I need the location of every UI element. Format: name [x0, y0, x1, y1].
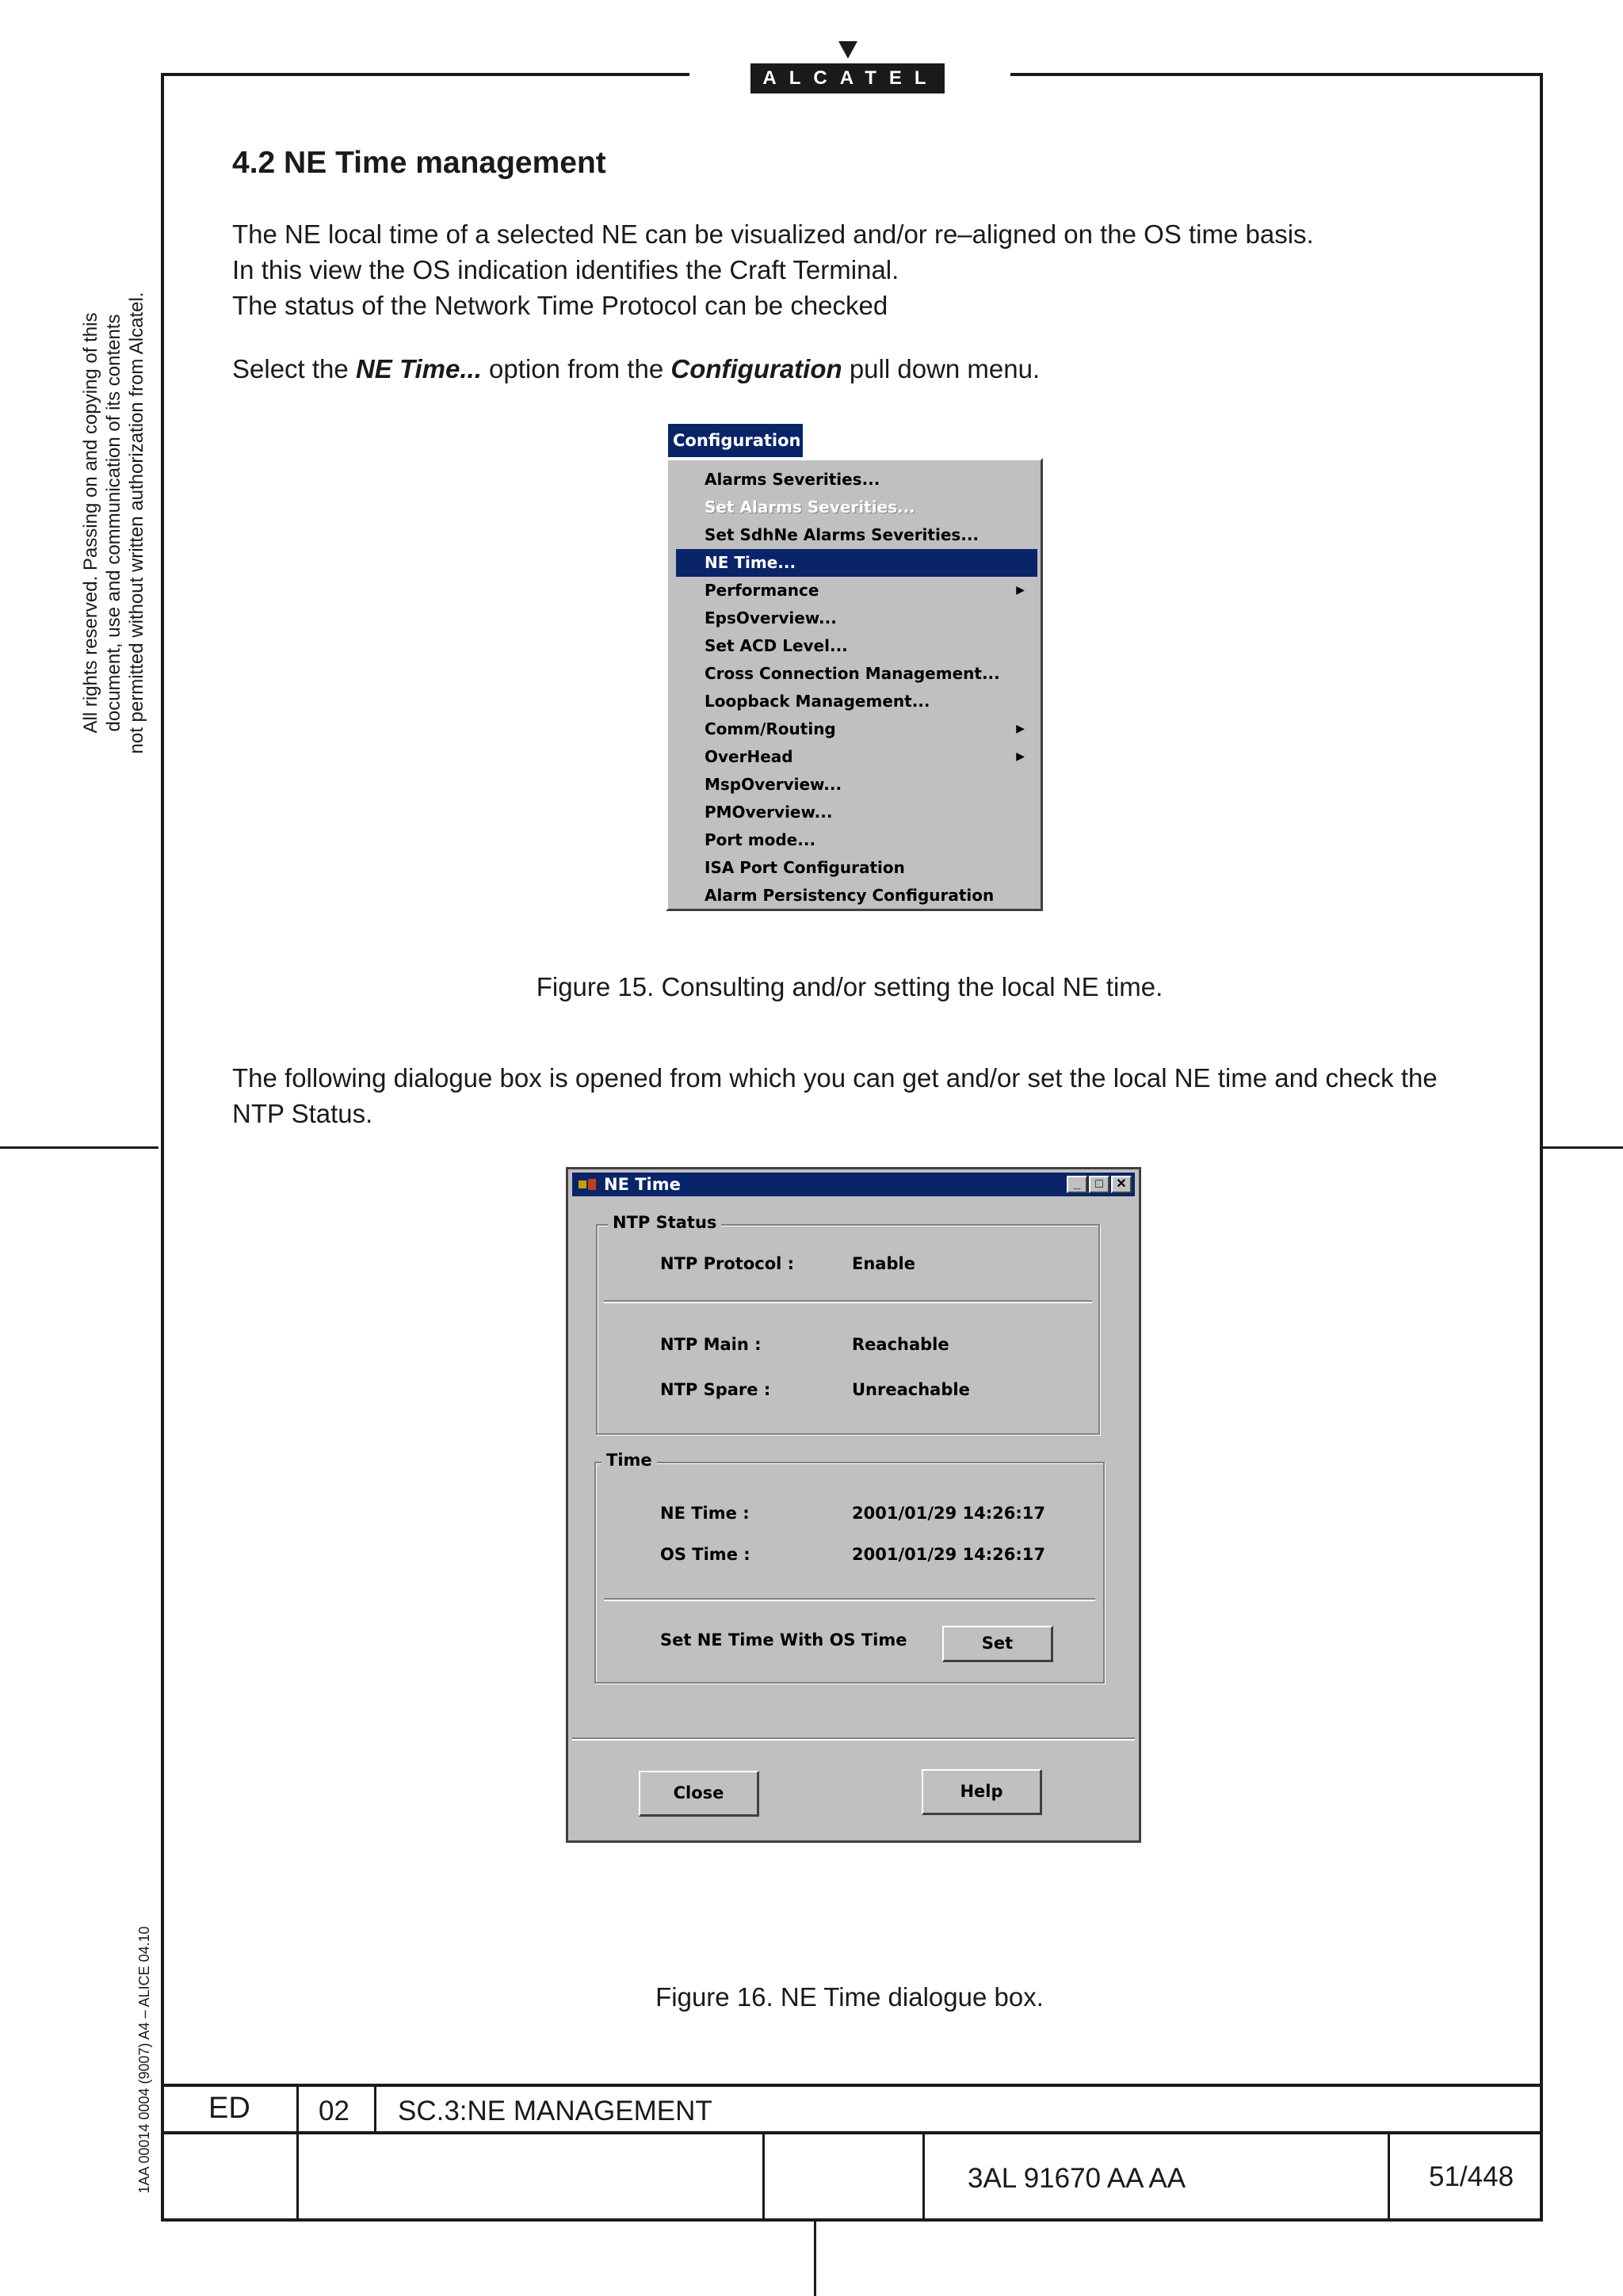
close-window-button[interactable]	[1111, 1176, 1132, 1193]
set-ne-time-label: Set NE Time With OS Time	[660, 1630, 907, 1650]
footer-middle-line	[161, 2131, 1543, 2134]
document-code: 1AA 00014 0004 (9007) A4 – ALICE 04.10	[136, 1926, 152, 2194]
menu-item-set-alarms-severities: Set Alarms Severities...	[705, 498, 915, 517]
section-heading: 4.2 NE Time management	[232, 146, 606, 180]
footer-doc-number: 3AL 91670 AA AA	[968, 2163, 1186, 2194]
ntp-spare-label: NTP Spare :	[660, 1380, 771, 1399]
paragraph-line: The NE local time of a selected NE can be visualized and/or re–aligned on the OS time basis.	[232, 219, 1314, 249]
menu-item-set-sdhne-alarms-severities[interactable]: Set SdhNe Alarms Severities...	[705, 525, 980, 544]
alcatel-logo: ALCATEL	[750, 63, 945, 93]
maximize-icon: □	[1095, 1177, 1103, 1191]
footer-divider	[296, 2084, 299, 2220]
menu-item-alarm-persistency[interactable]: Alarm Persistency Configuration	[705, 886, 995, 905]
menu-item-ne-time[interactable]: NE Time...	[676, 549, 1037, 577]
help-button[interactable]: Help	[922, 1769, 1042, 1815]
paragraph-line: The following dialogue box is opened from which you can get and/or set the local NE time and check the	[232, 1063, 1438, 1093]
footer-divider	[762, 2133, 765, 2220]
frame-left	[161, 73, 164, 2222]
paragraph-line: In this view the OS indication identifies the Craft Terminal.	[232, 255, 899, 284]
fold-mark-left	[0, 1146, 158, 1149]
footer-bottom-line	[161, 2218, 1543, 2222]
menu-item-set-acd-level[interactable]: Set ACD Level...	[705, 636, 848, 655]
footer-chapter: SC.3:NE MANAGEMENT	[398, 2096, 712, 2126]
footer-ed-label: ED	[208, 2092, 250, 2125]
intro-paragraph	[232, 216, 1314, 323]
dialog-title: NE Time	[604, 1175, 681, 1194]
time-group-label: Time	[601, 1451, 657, 1470]
paragraph-line: The status of the Network Time Protocol can be checked	[232, 291, 888, 320]
menu-item-loopback[interactable]: Loopback Management...	[705, 692, 930, 711]
fold-mark-right	[1543, 1146, 1623, 1149]
ne-time-value: 2001/01/29 14:26:17	[852, 1504, 1046, 1523]
submenu-arrow-icon: ▶	[1016, 723, 1025, 735]
ntp-protocol-value: Enable	[852, 1254, 915, 1273]
ne-time-option-ref: NE Time...	[355, 354, 482, 383]
frame-top-right	[1010, 73, 1543, 76]
footer-divider	[1388, 2133, 1390, 2220]
frame-top-left	[161, 73, 689, 76]
footer-edition: 02	[319, 2096, 349, 2126]
ne-time-label: NE Time :	[660, 1504, 750, 1523]
menu-item-pm-overview[interactable]: PMOverview...	[705, 803, 833, 822]
configuration-menu-ref: Configuration	[670, 354, 842, 383]
fold-mark-bottom	[814, 2222, 816, 2296]
dialog-footer-separator	[572, 1737, 1135, 1741]
menu-item-comm-routing[interactable]: Comm/Routing ▶	[676, 715, 1037, 743]
submenu-arrow-icon: ▶	[1016, 584, 1025, 597]
maximize-button[interactable]	[1089, 1176, 1109, 1193]
menu-item-msp-overview[interactable]: MspOverview...	[705, 775, 842, 794]
minimize-icon: _	[1073, 1177, 1081, 1191]
menu-item-performance[interactable]: Performance ▶	[676, 577, 1037, 605]
instruction-paragraph: Select the NE Time... option from the Configuration pull down menu.	[232, 354, 1041, 383]
os-time-label: OS Time :	[660, 1545, 750, 1564]
legal-line: not permitted without written authorization from Alcatel.	[126, 292, 147, 754]
legal-notice	[79, 246, 148, 800]
app-icon	[579, 1177, 598, 1192]
ntp-spare-value: Unreachable	[852, 1380, 970, 1399]
menu-item-eps-overview[interactable]: EpsOverview...	[705, 608, 837, 627]
ntp-main-label: NTP Main :	[660, 1335, 762, 1354]
footer-top-line	[161, 2084, 1543, 2087]
menu-item-overhead[interactable]: OverHead ▶	[676, 743, 1037, 771]
dialog-intro-paragraph	[232, 1060, 1438, 1131]
submenu-arrow-icon: ▶	[1016, 750, 1025, 763]
ntp-main-value: Reachable	[852, 1335, 949, 1354]
dialog-title-bar[interactable]	[572, 1173, 1135, 1196]
figure-15-caption: Figure 15. Consulting and/or setting the local NE time.	[536, 972, 1163, 1001]
menu-item-port-mode[interactable]: Port mode...	[705, 830, 816, 849]
menu-item-alarms-severities[interactable]: Alarms Severities...	[705, 470, 880, 489]
menu-item-isa-port-config[interactable]: ISA Port Configuration	[705, 858, 905, 877]
ne-time-dialog	[566, 1167, 1141, 1843]
logo-triangle-icon	[838, 41, 857, 59]
legal-line: All rights reserved. Passing on and copying of this	[80, 312, 101, 734]
ntp-separator	[604, 1300, 1092, 1303]
time-separator	[604, 1598, 1095, 1601]
ntp-protocol-label: NTP Protocol :	[660, 1254, 795, 1273]
figure-16-caption: Figure 16. NE Time dialogue box.	[655, 1982, 1044, 2012]
minimize-button[interactable]	[1067, 1176, 1087, 1193]
close-button[interactable]: Close	[639, 1771, 759, 1817]
footer-divider	[922, 2133, 925, 2220]
footer-page-number: 51/448	[1429, 2161, 1514, 2192]
footer-divider	[374, 2084, 376, 2133]
set-button[interactable]: Set	[942, 1626, 1053, 1662]
legal-line: document, use and communication of its contents	[103, 314, 124, 732]
os-time-value: 2001/01/29 14:26:17	[852, 1545, 1046, 1564]
close-icon: ✕	[1116, 1177, 1127, 1191]
paragraph-line: NTP Status.	[232, 1099, 373, 1128]
configuration-menu-title[interactable]: Configuration	[668, 424, 803, 457]
menu-item-cross-connection[interactable]: Cross Connection Management...	[705, 664, 1000, 683]
ntp-status-group-label: NTP Status	[608, 1213, 721, 1232]
configuration-menu	[666, 458, 1043, 911]
